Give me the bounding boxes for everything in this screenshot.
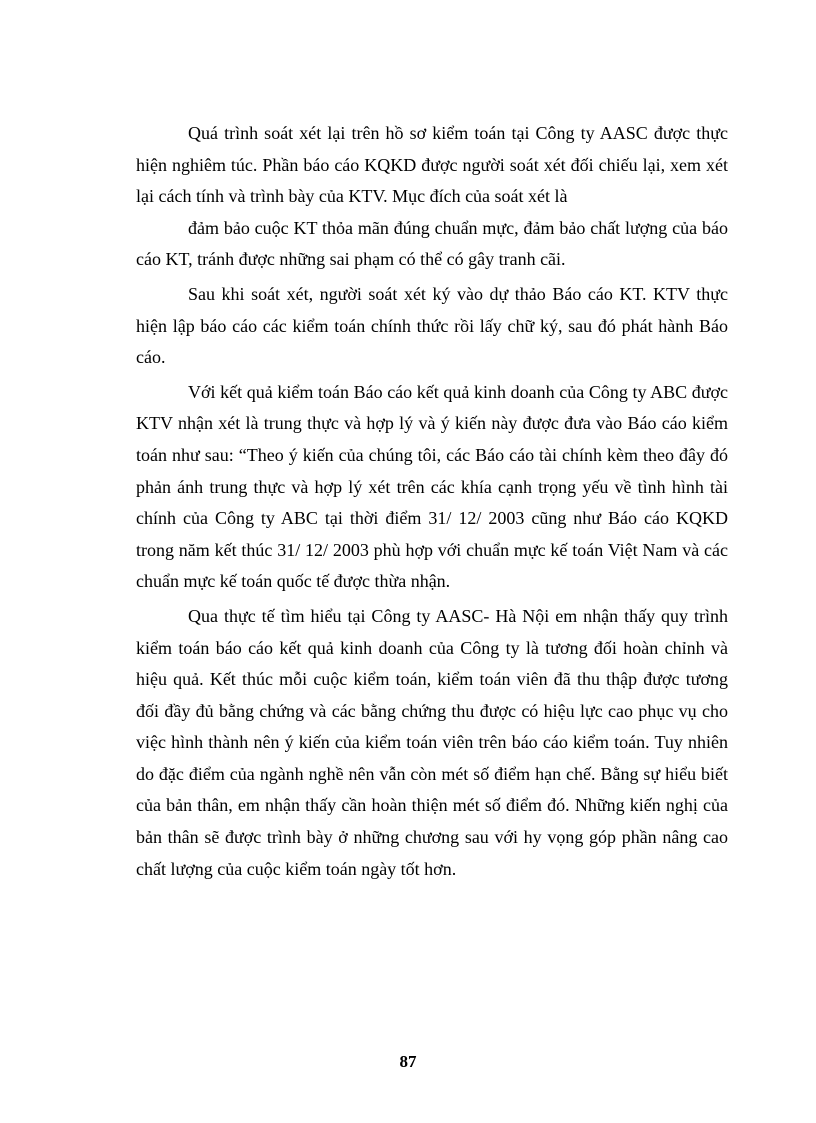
paragraph-review-process: Quá trình soát xét lại trên hồ sơ kiểm toán tại Công ty AASC được thực hiện nghiêm túc. Phần báo cáo KQKD được người soát xét đối chiếu lại, xem xét lại cách tính và trình bày của KTV. Mục đích của soát xét là [136,123,728,207]
paragraph-review-purpose: đảm bảo cuộc KT thỏa mãn đúng chuẩn mực, đảm bảo chất lượng của báo cáo KT, tránh được những sai phạm có thể có gây tranh cãi. [136,217,728,270]
body-text [136,118,728,885]
paragraph-conclusion: Qua thực tế tìm hiểu tại Công ty AASC- Hà Nội em nhận thấy quy trình kiểm toán báo cáo kết quả kinh doanh của Công ty là tương đối hoàn chỉnh và hiệu quả. Kết thúc mỗi cuộc kiểm toán, kiểm toán viên đã thu thập được tương đối đầy đủ bằng chứng và các bằng chứng thu được có hiệu lực cao phục vụ cho việc hình thành nên ý kiến của kiểm toán viên trên báo cáo kiểm toán. Tuy nhiên do đặc điểm của ngành nghề nên vẫn còn mét số điểm hạn chế. Bằng sự hiểu biết của bản thân, em nhận thấy cần hoàn thiện mét số điểm đó. Những kiến nghị của bản thân sẽ được trình bày ở những chương sau với hy vọng góp phần nâng cao chất lượng của cuộc kiểm toán ngày tốt hơn. [136,605,728,879]
paragraph-audit-opinion: Với kết quả kiểm toán Báo cáo kết quả kinh doanh của Công ty ABC được KTV nhận xét là trung thực và hợp lý và ý kiến này được đưa vào Báo cáo kiểm toán như sau: “Theo ý kiến của chúng tôi, các Báo cáo tài chính kèm theo đây đó phản ánh trung thực và hợp lý xét trên các khía cạnh trọng yếu về tình hình tài chính của Công ty ABC tại thời điểm 31/ 12/ 2003 cũng như Báo cáo KQKD trong năm kết thúc 31/ 12/ 2003 phù hợp với chuẩn mực kế toán Việt Nam và các chuẩn mực kế toán quốc tế được thừa nhận. [136,381,728,592]
paragraph-report-signing: Sau khi soát xét, người soát xét ký vào dự thảo Báo cáo KT. KTV thực hiện lập báo cáo các kiểm toán chính thức rồi lấy chữ ký, sau đó phát hành Báo cáo. [136,283,728,368]
page-number: 87 [399,1052,417,1071]
